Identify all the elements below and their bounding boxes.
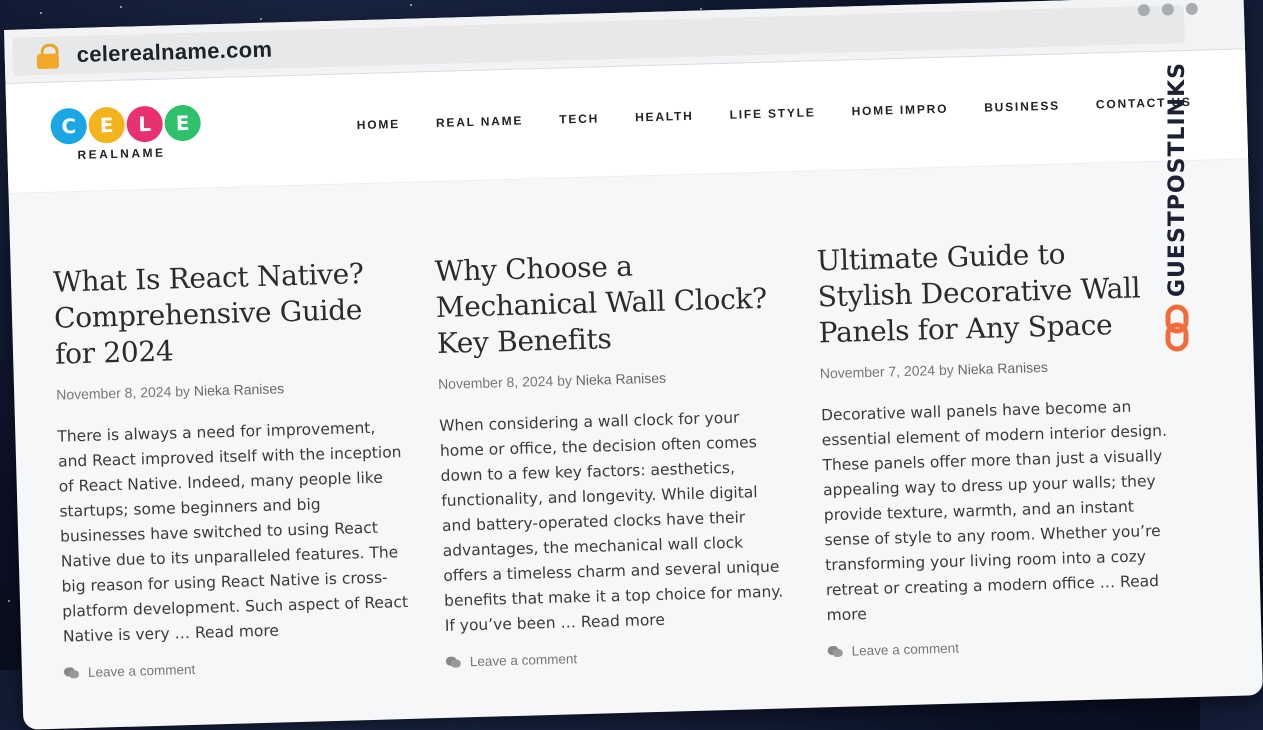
nav-item-home[interactable]: HOME bbox=[356, 116, 401, 133]
post-author[interactable]: Nieka Ranises bbox=[575, 369, 667, 389]
post-meta bbox=[820, 356, 1168, 382]
lock-icon bbox=[34, 42, 61, 69]
leave-comment-link[interactable] bbox=[64, 656, 412, 681]
leave-comment-link[interactable] bbox=[446, 645, 794, 670]
comment-label: Leave a comment bbox=[469, 651, 578, 670]
browser-window bbox=[4, 0, 1263, 730]
nav-item-contact-us[interactable]: CONTACT US bbox=[1095, 94, 1192, 112]
main-navigation bbox=[357, 95, 1192, 132]
post-title[interactable]: Ultimate Guide to Stylish Decorative Wall Panels for Any Space bbox=[816, 237, 1141, 350]
read-more-link[interactable]: Read more bbox=[194, 621, 280, 642]
guestpostlinks-badge bbox=[1154, 56, 1200, 356]
nav-item-tech[interactable]: TECH bbox=[559, 111, 600, 127]
logo-subtitle: REALNAME bbox=[77, 145, 166, 162]
comment-icon bbox=[64, 667, 79, 679]
post-card bbox=[816, 234, 1175, 660]
post-meta bbox=[56, 377, 404, 403]
dot-icon bbox=[1138, 4, 1150, 16]
comment-label: Leave a comment bbox=[87, 661, 196, 680]
excerpt-text: Decorative wall panels have become an essential element of modern interior design. These panels offer more than just a visually appealing way to dress up your walls; they provide texture, warmth, and an instant sense of style to any room. Whether you’re transforming your living room into a cozy retreat or creating a modern office … bbox=[820, 397, 1168, 600]
dot-icon bbox=[1186, 3, 1198, 15]
post-by: by bbox=[175, 382, 191, 400]
post-card bbox=[53, 255, 412, 681]
post-grid bbox=[9, 159, 1262, 681]
comment-icon bbox=[828, 645, 843, 657]
excerpt-text: There is always a need for improvement, and React improved itself with the inception of React Native. Indeed, many people like startups; some beginners and big businesses have switched to using React Native due to its unparalleled features. The big reason for using React Native is cross-platform development. Such aspect of React Native is very … bbox=[57, 418, 409, 646]
post-title[interactable]: Why Choose a Mechanical Wall Clock? Key Benefits bbox=[434, 249, 768, 361]
badge-text: GUESTPOSTLINKS bbox=[1164, 62, 1190, 297]
nav-item-home-impro[interactable]: HOME IMPRO bbox=[851, 101, 949, 119]
post-date[interactable]: November 8, 2024 bbox=[437, 372, 554, 393]
logo-letter: L bbox=[126, 106, 163, 143]
link-icon bbox=[1164, 305, 1190, 351]
post-author[interactable]: Nieka Ranises bbox=[193, 380, 285, 399]
nav-item-life-style[interactable]: LIFE STYLE bbox=[729, 105, 816, 122]
window-menu-dots[interactable] bbox=[1138, 3, 1198, 17]
dot-icon bbox=[1162, 3, 1174, 15]
post-title[interactable]: What Is React Native? Comprehensive Guide for 2024 bbox=[52, 257, 365, 371]
post-author[interactable]: Nieka Ranises bbox=[957, 358, 1049, 378]
read-more-link[interactable]: Read more bbox=[826, 571, 1160, 625]
nav-item-real-name[interactable]: REAL NAME bbox=[435, 113, 524, 130]
url-text: celerealname.com bbox=[76, 36, 273, 67]
nav-item-business[interactable]: BUSINESS bbox=[984, 98, 1061, 115]
post-by: by bbox=[556, 372, 573, 389]
post-date[interactable]: November 8, 2024 bbox=[55, 383, 172, 403]
post-card bbox=[434, 244, 793, 670]
nav-item-health[interactable]: HEALTH bbox=[634, 108, 694, 125]
read-more-link[interactable]: Read more bbox=[580, 610, 666, 632]
comment-icon bbox=[446, 656, 461, 668]
logo-letter: E bbox=[88, 107, 125, 144]
leave-comment-link[interactable] bbox=[827, 635, 1175, 660]
post-meta bbox=[438, 366, 786, 392]
excerpt-text: When considering a wall clock for your home or office, the decision often comes down to a few key factors: aesthetics, functionality, and longevity. While digital and battery-operated clocks have their advantages, the mechanical wall clock offers a timeless charm and several unique benefits that make it a top choice for many. If you’ve been … bbox=[438, 408, 784, 635]
post-date[interactable]: November 7, 2024 bbox=[819, 362, 936, 382]
post-excerpt bbox=[439, 404, 793, 639]
post-excerpt bbox=[821, 394, 1175, 629]
post-excerpt bbox=[57, 415, 411, 650]
logo-letter: C bbox=[50, 108, 87, 145]
logo-letter: E bbox=[164, 105, 201, 142]
site-logo[interactable] bbox=[50, 105, 201, 163]
post-by: by bbox=[938, 361, 954, 379]
comment-label: Leave a comment bbox=[851, 640, 960, 659]
